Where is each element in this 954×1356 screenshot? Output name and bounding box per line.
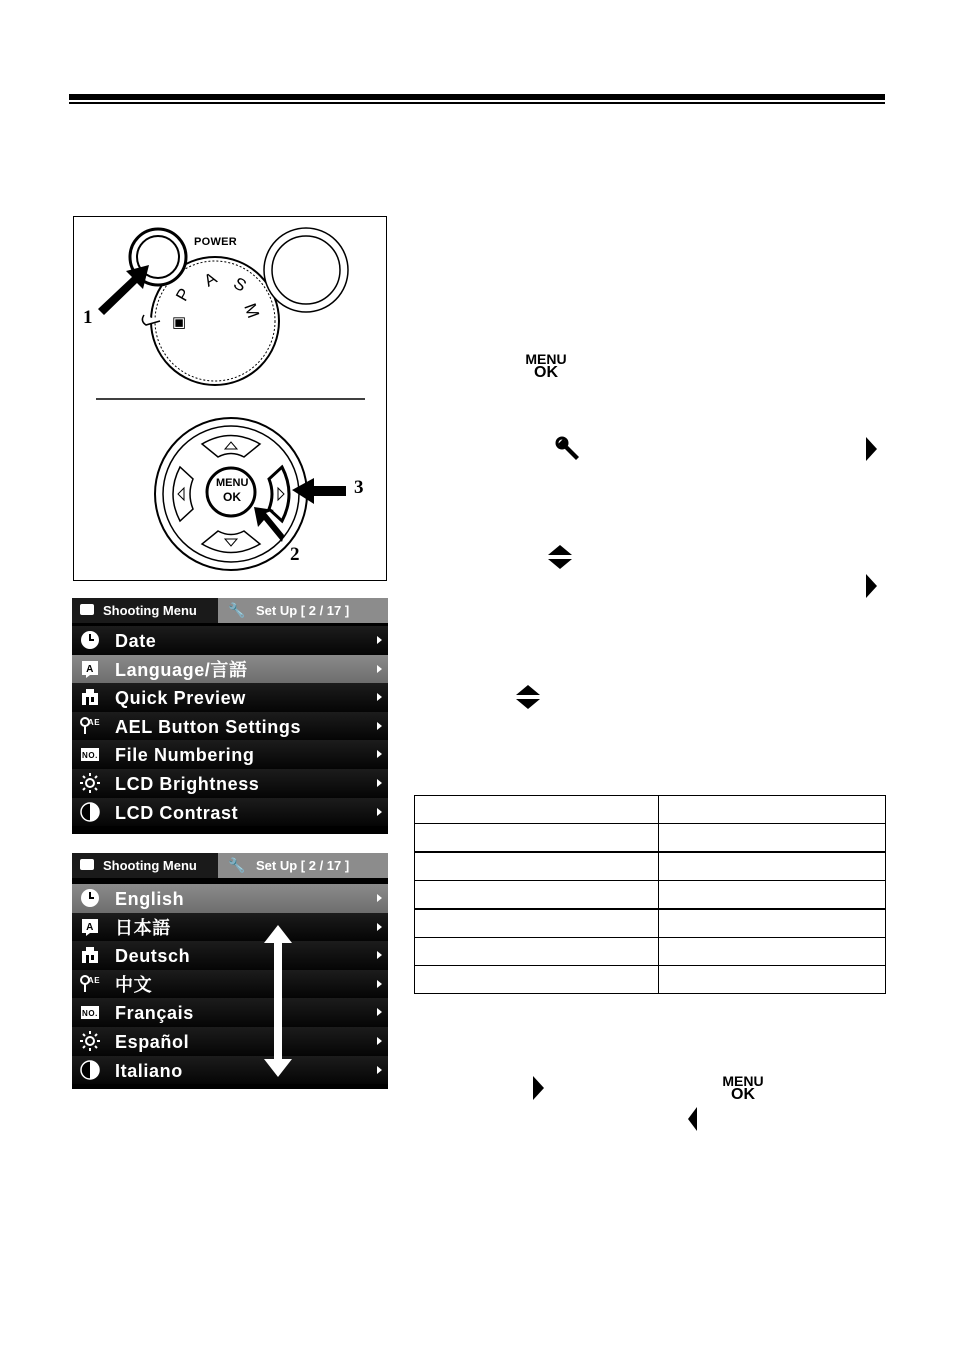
menu-ok-button-icon [522,352,570,380]
up-down-arrow-icon [547,544,573,570]
language-option-espanol[interactable] [72,1027,388,1056]
callout-3: 3 [354,477,364,498]
menu-item-label: LCD Contrast [115,802,239,823]
camera-diagram [74,217,386,580]
svg-text:A: A [86,663,94,675]
camera-icon [80,604,94,615]
table-cell [659,881,886,910]
wrench-icon [555,436,583,464]
ok-label: OK [223,490,241,504]
table-cell [659,938,886,966]
callout-2: 2 [290,544,300,565]
brightness-icon [80,1031,100,1051]
language-option-francais[interactable] [72,998,388,1027]
menu-item-label: Quick Preview [115,688,246,709]
chevron-right-icon [377,1008,382,1016]
menu-item-lcd-contrast[interactable] [72,798,388,827]
chevron-right-icon [377,808,382,816]
table-cell [415,966,659,994]
svg-text:AE: AE [87,975,100,985]
contrast-icon [80,802,100,822]
brightness-icon [80,773,100,793]
table-cell [659,852,886,881]
tab-shooting-label: Shooting Menu [103,858,197,873]
menu-item-label: Language/言語 [115,659,248,680]
ok-text: OK [731,1086,755,1103]
arrow-1-icon [98,265,149,315]
table-cell [659,966,886,994]
table-cell [659,796,886,824]
menu-list [72,626,388,826]
menu-item-lcd-brightness[interactable] [72,769,388,798]
table-cell [659,909,886,938]
scroll-updown-arrow-icon [264,925,292,1077]
ael-icon [80,974,100,994]
ok-text: OK [534,364,558,381]
camera-illustration [73,216,387,581]
dial-mode-m: M [240,300,263,321]
menu-label: MENU [216,477,249,489]
svg-text:AE: AE [87,717,100,727]
clock-icon [80,630,100,650]
tab-shooting-menu[interactable] [72,853,218,878]
menu-tabs [72,598,388,623]
dial-mode-p: P [172,285,195,305]
table-cell [415,852,659,881]
table-row [415,796,886,824]
tab-setup-label: Set Up [ 2 / 17 ] [256,858,350,873]
power-label: POWER [194,236,238,248]
language-option-label: 日本語 [115,917,171,938]
chevron-right-icon [377,693,382,701]
menu-item-label: LCD Brightness [115,773,260,794]
callout-1: 1 [83,307,93,328]
table-row [415,909,886,938]
table-row [415,824,886,853]
language-option-italiano[interactable] [72,1056,388,1085]
menu-text: MENU [722,1073,764,1089]
right-arrow-icon [866,574,877,598]
chevron-right-icon [377,1066,382,1074]
right-arrow-icon [866,437,877,461]
right-arrow-icon [533,1076,544,1100]
header-rule-thin [69,102,885,104]
menu-item-quick-preview[interactable] [72,683,388,712]
language-option-label: Español [115,1031,190,1052]
menu-ok-button-icon [718,1074,768,1102]
tab-shooting-menu[interactable] [72,598,218,623]
language-option-deutsch[interactable] [72,941,388,970]
language-menu-screen [72,853,388,1089]
language-icon [80,917,100,937]
tab-setup[interactable] [218,853,388,878]
menu-item-file-numbering[interactable] [72,740,388,769]
table-cell [415,938,659,966]
table-cell [659,824,886,853]
language-table [414,795,886,994]
chevron-right-icon [377,1037,382,1045]
chevron-right-icon [377,636,382,644]
language-option-label: English [115,889,185,909]
language-option-chinese[interactable] [72,970,388,999]
clock-icon [80,888,100,908]
quick-preview-icon [80,945,100,965]
table-row [415,881,886,910]
header-rule-thick [69,94,885,100]
tab-shooting-label: Shooting Menu [103,603,197,618]
chevron-right-icon [377,923,382,931]
menu-item-label: Date [115,631,157,651]
menu-text: MENU [525,351,567,367]
table-cell [415,881,659,910]
camera-icon [80,859,94,870]
left-arrow-icon [688,1107,697,1131]
dial-mode-s: S [230,273,250,296]
language-option-label: Italiano [115,1060,183,1081]
wrench-icon: 🔧 [228,602,246,618]
chevron-right-icon [377,980,382,988]
language-option-english[interactable] [72,884,388,913]
chevron-right-icon [377,894,382,902]
language-option-japanese[interactable] [72,913,388,942]
chevron-right-icon [377,951,382,959]
menu-tabs [72,853,388,878]
menu-item-label: AEL Button Settings [115,716,302,737]
wrench-icon: 🔧 [228,857,246,873]
contrast-icon [80,1060,100,1080]
language-option-label: Deutsch [115,946,191,967]
table-cell [415,824,659,853]
menu-item-language[interactable] [72,655,388,684]
menu-item-date[interactable] [72,626,388,655]
table-cell [415,796,659,824]
chevron-right-icon [377,750,382,758]
up-down-arrow-icon [515,684,541,710]
quick-preview-icon [80,687,100,707]
file-number-icon [80,744,100,764]
language-icon [80,659,100,679]
language-option-label: 中文 [115,974,153,995]
ael-icon [80,716,100,736]
chevron-right-icon [377,722,382,730]
table-row [415,966,886,994]
menu-item-ael-button[interactable] [72,712,388,741]
file-number-icon [80,1002,100,1022]
setup-menu-screen [72,598,388,834]
chevron-right-icon [377,665,382,673]
dial-camera-icon: ▣ [172,314,187,331]
table-cell [415,909,659,938]
svg-text:NO.: NO. [81,751,99,761]
svg-text:NO.: NO. [81,1009,99,1019]
tab-setup[interactable] [218,598,388,623]
svg-text:A: A [86,921,94,933]
dial-mode-a: A [200,268,221,291]
language-list [72,884,388,1084]
chevron-right-icon [377,779,382,787]
table-row [415,852,886,881]
language-option-label: Français [115,1003,194,1024]
tab-setup-label: Set Up [ 2 / 17 ] [256,603,350,618]
menu-item-label: File Numbering [115,745,255,766]
table-row [415,938,886,966]
